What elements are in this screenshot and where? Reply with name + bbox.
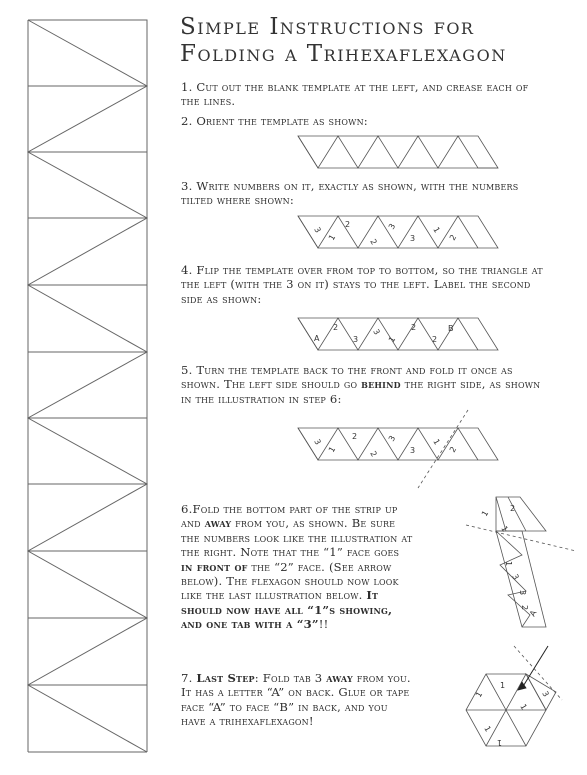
title-line-2: Folding a Trihexaflexagon (180, 41, 507, 67)
step-6-folded-strip-figure (466, 495, 581, 635)
step-4-label: 2 (333, 323, 339, 332)
step-4-label: 3 (371, 327, 382, 337)
step-7-label: 3 (540, 689, 551, 699)
step-5-text: 5. Turn the template back to the front and fold it once as shown. The left side should go behind the right side, as shown in the illustration in step 6: (181, 363, 541, 406)
step-7-hexagon-figure (456, 640, 578, 770)
step-5-label: 3 (386, 434, 398, 443)
step-3-label: 3 (386, 222, 398, 231)
step-4-second-side-strip-figure (298, 318, 508, 354)
step-3-label: 1 (326, 233, 338, 242)
step-6-text: 6.Fold the bottom part of the strip up and away from you, as shown. Be sure the numbers look like the illustration at the right. Note that the “1” face goes in front of the “2” face. (See arrow below). The flexagon should now look like the last illustration below. It should now have all “1”s showing, and one tab with a “3”!! (181, 502, 413, 632)
step-4-label: 2 (411, 323, 417, 332)
step-7-text: 7. Last Step: Fold tab 3 away from you. It has a letter “A” on back. Glue or tape face “A” to face “B” in back, and you have a trihexaflexagon! (181, 671, 411, 729)
step-3-label: 2 (447, 233, 459, 242)
step-7-label: 1 (473, 690, 485, 699)
blank-template-strip (0, 0, 160, 775)
step-4-text: 4. Flip the template over from top to bottom, so the triangle at the left (with the 3 on it) stays to the left. Label the second side as shown: (181, 263, 543, 306)
step-6-label: A (527, 608, 539, 618)
step-1-text: 1. Cut out the blank template at the left, and crease each of the lines. (181, 80, 529, 109)
step-4-label: B (448, 324, 454, 333)
step-6-label: 3 (518, 590, 527, 596)
step-3-label: 3 (312, 225, 323, 235)
step-7-label: 1 (518, 702, 529, 712)
step-6-label: 3 (510, 572, 521, 582)
step-6-label: 1 (479, 509, 491, 518)
page-title (180, 14, 580, 68)
step-7-label: 1 (500, 681, 506, 690)
step-4-label: A (314, 334, 320, 343)
step-5-label: 2 (352, 432, 358, 441)
step-3-text: 3. Write numbers on it, exactly as shown, with the numbers tilted where shown: (181, 179, 519, 208)
step-4-label: 3 (353, 335, 359, 344)
step-5-label: 3 (410, 446, 416, 455)
step-5-label: 2 (368, 449, 379, 459)
step-6-label: 1 (499, 524, 510, 534)
step-3-label: 1 (431, 225, 442, 235)
step-3-numbered-strip-figure (298, 216, 508, 252)
step-4-label: 2 (432, 335, 438, 344)
step-5-fold-figure (298, 410, 518, 490)
step-5-label: 1 (431, 437, 442, 447)
step-2-text: 2. Orient the template as shown: (181, 114, 368, 128)
step-3-label: 2 (345, 220, 351, 229)
step-2-strip-figure (298, 136, 508, 172)
step-4-label: 1 (386, 335, 398, 344)
step-5-label: 1 (326, 445, 338, 454)
step-3-label: 2 (368, 237, 379, 247)
step-3-label: 3 (410, 234, 416, 243)
step-7-label: 1 (496, 738, 502, 747)
title-line-1: Simple Instructions for (180, 14, 475, 40)
step-5-label: 2 (447, 445, 459, 454)
step-7-label: 1 (482, 724, 493, 734)
step-5-label: 3 (312, 437, 323, 447)
step-6-label: 2 (510, 504, 516, 513)
step-6-label: 2 (520, 605, 529, 611)
step-6-label: 1 (504, 561, 513, 567)
